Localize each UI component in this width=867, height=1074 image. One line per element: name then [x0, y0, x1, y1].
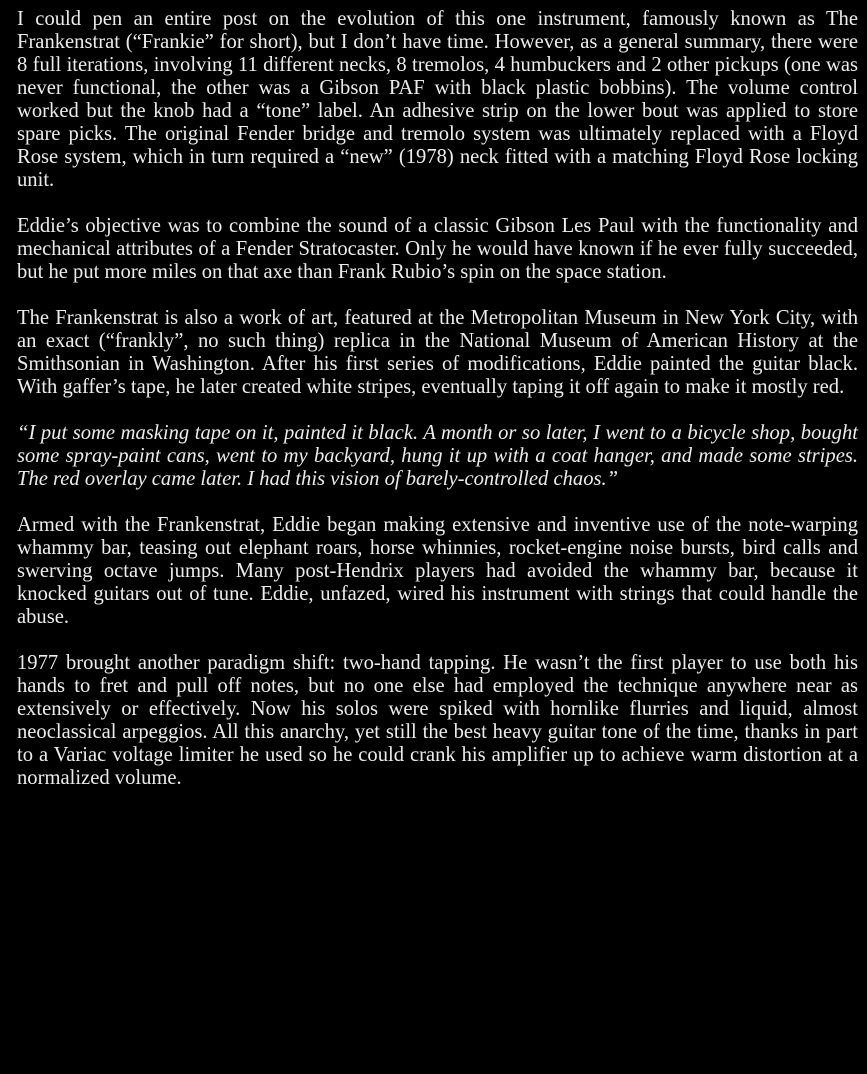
paragraph-frankenstrat-evolution: I could pen an entire post on the evolution of this one instrument, famously known as The Frankenstrat (“Frankie” for short), but I don’t have time. However, as a general summary, there were 8 full iterations, involving 11 different necks, 8 tremolos, 4 humbuckers and 2 other pickups (one was never functional, the other was a Gibson PAF with black plastic bobbins). The volume control worked but the knob had a “tone” label. An adhesive strip on the lower bout was applied to store spare picks. The original Fender bridge and tremolo system was ultimately replaced with a Floyd Rose system, which in turn required a “new” (1978) neck fitted with a matching Floyd Rose locking unit. [17, 8, 858, 191]
paragraph-eddie-objective: Eddie’s objective was to combine the sound of a classic Gibson Les Paul with the functionality and mechanical attributes of a Fender Stratocaster. Only he would have known if he ever fully succeeded, but he put more miles on that axe than Frank Rubio’s spin on the space station. [17, 215, 858, 283]
paragraph-two-hand-tapping: 1977 brought another paradigm shift: two-hand tapping. He wasn’t the first player to use both his hands to fret and pull off notes, but no one else had employed the technique anywhere near as extensively or effectively. Now his solos were spiked with hornlike flurries and liquid, almost neoclassical arpeggios. All this anarchy, yet still the best heavy guitar tone of the time, thanks in part to a Variac voltage limiter he used so he could crank his amplifier up to achieve warm distortion at a normalized volume. [17, 652, 858, 789]
paragraph-work-of-art: The Frankenstrat is also a work of art, featured at the Metropolitan Museum in New York City, with an exact (“frankly”, no such thing) replica in the National Museum of American History at the Smithsonian in Washington. After his first series of modifications, Eddie painted the guitar black. With gaffer’s tape, he later created white stripes, eventually taping it off again to make it mostly red. [17, 307, 858, 398]
paragraph-whammy-bar: Armed with the Frankenstrat, Eddie began making extensive and inventive use of the note-warping whammy bar, teasing out elephant roars, horse whinnies, rocket-engine noise bursts, bird calls and swerving octave jumps. Many post-Hendrix players had avoided the whammy bar, because it knocked guitars out of tune. Eddie, unfazed, wired his instrument with strings that could handle the abuse. [17, 514, 858, 628]
article-body [17, 8, 858, 790]
paragraph-eddie-quote: “I put some masking tape on it, painted it black. A month or so later, I went to a bicycle shop, bought some spray-paint cans, went to my backyard, hung it up with a coat hanger, and made some stripes. The red overlay came later. I had this vision of barely-controlled chaos.” [17, 422, 858, 490]
